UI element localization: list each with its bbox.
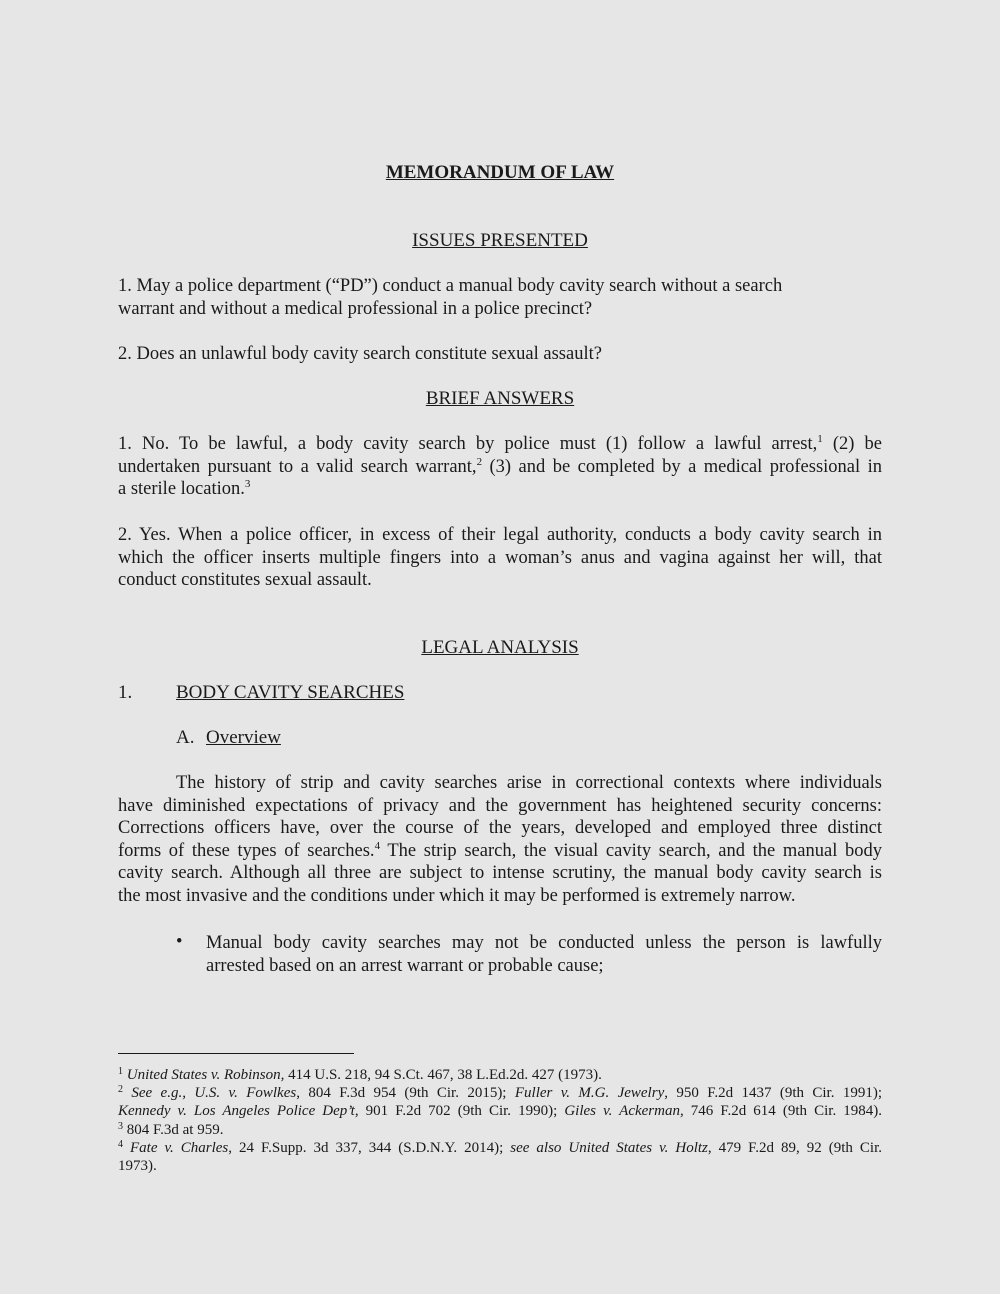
issue-question-1: 1. May a police department (“PD”) conduct a manual body cavity search without a search warrant and without a medical professional in a police precinct? xyxy=(118,276,783,319)
overview-paragraph: The history of strip and cavity searches arise in correctional contexts where individuals have diminished expectations of privacy and the government has heightened security concerns: Corrections officers have, over the course of the years, developed and employed three distinct forms of these types of searches.$^4$ The strip search, the visual cavity search, and the manual body cavity search. Although all three are subject to intense scrutiny, the manual body cavity search is the most invasive and the conditions under which it may be performed is extremely narrow. xyxy=(118,773,882,906)
subsection-title-overview: Overview xyxy=(206,727,281,748)
document-title: MEMORANDUM OF LAW xyxy=(385,162,615,183)
legal-analysis-heading: LEGAL ANALYSIS xyxy=(421,637,579,658)
footnote-3: $^3$ 804 F.3d at 959. xyxy=(118,1120,224,1138)
footnote-4: $^4$ Fate v. Charles, 24 F.Supp. 3d 337, 344 (S.D.N.Y. 2014); see also United States v. Holtz, 479 F.2d 89, 92 (9th Cir. xyxy=(118,1138,882,1156)
brief-answers-heading: BRIEF ANSWERS xyxy=(425,388,575,409)
footnote-ref-1[interactable]: 1 xyxy=(817,433,823,445)
footnote-2-continued: Kennedy v. Los Angeles Police Dep’t, 901 F.2d 702 (9th Cir. 1990); Giles v. Ackerman, 746 F.2d 614 (9th Cir. 1984). xyxy=(118,1103,883,1120)
issues-presented-heading: ISSUES PRESENTED xyxy=(412,230,588,251)
footnotes xyxy=(118,1066,882,1175)
issue-question-2: 2. Does an unlawful body cavity search constitute sexual assault? xyxy=(118,344,602,364)
bullet-item-manual-search: Manual body cavity searches may not be conducted unless the person is lawfully arrested based on an arrest warrant or probable cause; xyxy=(206,933,882,976)
section-number: 1. xyxy=(118,682,133,703)
subsection-label: A. xyxy=(176,727,195,748)
brief-answer-1: 1. No. To be lawful, a body cavity search by police must (1) follow a lawful arrest,$^1$ (2) be undertaken pursuant to a valid search warrant,$^2$ (3) and be completed by a medical professional in a sterile location.$^3$ xyxy=(118,433,882,500)
footnote-ref-3[interactable]: 3 xyxy=(244,478,251,491)
bullet-icon: • xyxy=(176,932,183,952)
footnote-separator xyxy=(118,1053,354,1054)
footnote-2: $^2$ See e.g., U.S. v. Fowlkes, 804 F.3d 954 (9th Cir. 2015); Fuller v. M.G. Jewelry, 950 F.2d 1437 (9th Cir. 1991); xyxy=(118,1084,883,1102)
footnote-ref-4[interactable]: 4 xyxy=(374,839,381,852)
footnote-1: $^1$ United States v. Robinson, 414 U.S. 218, 94 S.Ct. 467, 38 L.Ed.2d. 427 (1973). xyxy=(118,1066,602,1083)
section-title-body-cavity-searches: BODY CAVITY SEARCHES xyxy=(176,682,405,703)
footnote-ref-2[interactable]: 2 xyxy=(476,455,483,468)
brief-answer-2: 2. Yes. When a police officer, in excess of their legal authority, conducts a body cavity search in which the officer inserts multiple fingers into a woman’s anus and vagina against her will, that conduct constitutes sexual assault. xyxy=(118,525,882,591)
footnote-4-continued: 1973). xyxy=(118,1158,157,1175)
